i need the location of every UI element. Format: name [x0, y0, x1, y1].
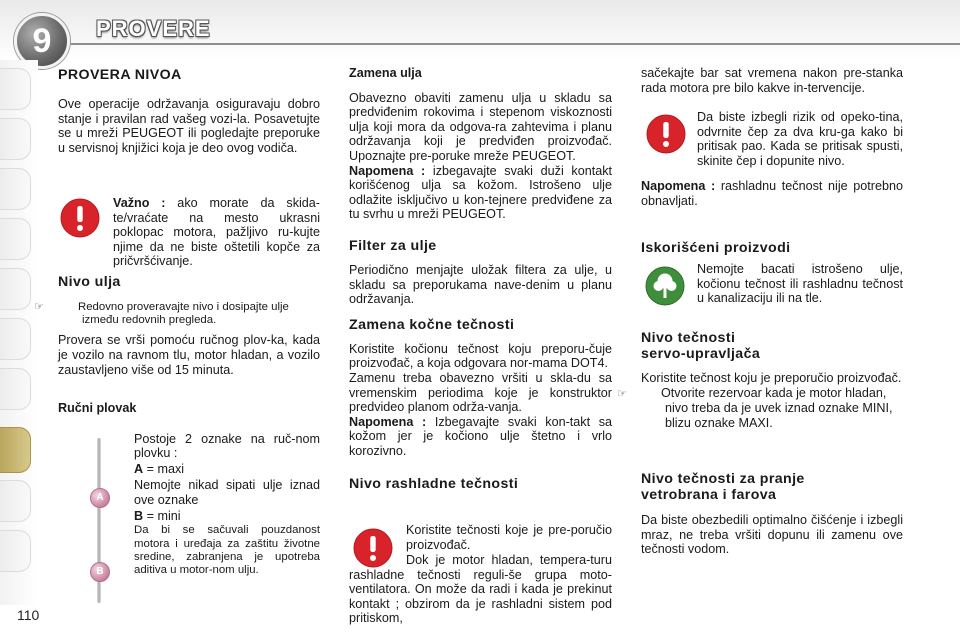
warning-icon: [60, 198, 100, 238]
chapter-tab-10[interactable]: [0, 480, 31, 522]
hand-pointer-icon: ☞: [34, 301, 44, 313]
oil-level-bullet: [34, 301, 320, 327]
note-text: izbegavajte svaki duži kontakt korišćenog ulja sa kožom. Istrošeno ulje odlažite isključivo u kon-tejnere predviđene za tu svrhu u mreži PEUGEOT.: [349, 163, 613, 222]
brake-fluid-paragraph-1: Koristite kočionu tečnost koju preporu-čuje proizvođač, a koja odgovara nor-mama DOT4.: [349, 341, 612, 371]
section-title-used-products: Iskorišćeni proizvodi: [641, 240, 791, 256]
burn-warning: [697, 110, 903, 168]
dipstick-text: [134, 432, 320, 577]
recycle-tree-icon: [645, 266, 685, 306]
dipstick-warning: Nemojte nikad sipati ulje iznad ove oznake: [134, 478, 320, 507]
oil-change-title: Zamena ulja: [349, 66, 422, 80]
coolant-note-label: Napomena :: [641, 179, 716, 193]
coolant-paragraph-2: Dok je motor hladan, tempera-turu rashladne tečnosti reguli-še grupa moto-ventilatora. On može da radi i kada je prekinut kontakt ; obzirom da je rashladni sistem pod pritiskom,: [349, 553, 612, 626]
coolant-note-text: rashladnu tečnost nije potrebno obnavljati.: [641, 179, 904, 208]
column-2: [349, 66, 612, 492]
burn-warning-text: Da biste izbegli rizik od opeko-tina, odvrnite čep za dva kru-ga kako bi pritisak pao. Kada se pritisak spusti, skinite čep i dopunite nivo.: [697, 110, 903, 168]
section-title-brake-fluid: Zamena kočne tečnosti: [349, 316, 515, 333]
washer-section: [641, 471, 903, 557]
used-products-paragraph: Nemojte bacati istrošeno ulje, kočionu tečnost ili rashladnu tečnost u kanalizaciju ili na tle.: [697, 262, 903, 306]
chapter-tab-3[interactable]: [0, 168, 31, 210]
oil-level-section: [34, 274, 320, 416]
power-steering-bullet-text: Otvorite rezervoar kada je motor hladan, nivo treba da je uvek iznad oznake MINI, blizu oznake MAXI.: [661, 385, 893, 430]
header-rule: [70, 43, 960, 45]
chapter-tab-1[interactable]: [0, 68, 31, 110]
chapter-tab-7[interactable]: [0, 368, 31, 410]
marker-b-badge: B: [90, 562, 110, 582]
dipstick-title: Ručni plovak: [58, 401, 137, 416]
oil-filter-paragraph: Periodično menjajte uložak filtera za ulje, u skladu sa preporukama nave-denim u planu održavanja.: [349, 262, 612, 307]
marker-a-badge: A: [90, 488, 110, 508]
important-note: [113, 196, 320, 269]
section-title-oil-filter: Filter za ulje: [349, 237, 437, 254]
power-steering-section: [617, 330, 903, 430]
used-products-text: [697, 262, 903, 306]
oil-level-paragraph: Provera se vrši pomoću ručnog plov-ka, kada je vozilo na ravnom tlu, motor hladan, a vozilo zaustavljeno više od 15 minuta.: [58, 333, 320, 377]
chapter-tab-2[interactable]: [0, 118, 31, 160]
power-steering-paragraph: Koristite tečnost koju je preporučio proizvođač.: [641, 371, 902, 385]
chapter-tab-11[interactable]: [0, 530, 31, 572]
coolant-paragraph-1: Koristite tečnosti koje je pre-poručio proizvođač.: [406, 523, 612, 552]
section-title-oil-level: Nivo ulja: [58, 274, 121, 290]
coolant-text-block: [406, 523, 612, 553]
column-1: [58, 62, 320, 155]
column-3: [641, 66, 903, 95]
important-label: Važno :: [113, 196, 166, 210]
washer-paragraph: Da biste obezbedili optimalno čišćenje i izbegli mraz, ne treba vršiti dopunu ili zamenu ove tečnosti vodom.: [641, 513, 903, 557]
coolant-note: [641, 179, 903, 208]
chapter-tab-6[interactable]: [0, 318, 31, 360]
brake-fluid-paragraph-2: Zamenu treba obavezno vršiti u skla-du sa vremenskim periodima koje je konstruktor predvideo planom održa-vanja.: [349, 370, 612, 415]
brake-note-text: Izbegavajte svaki kon-takt sa kožom jer je kočiono ulje štetno i vrlo korozivno.: [349, 414, 613, 458]
mark-b-letter: B: [134, 509, 144, 524]
chapter-tab-5[interactable]: [0, 268, 31, 310]
section-title-power-steering-2: servo-upravljača: [641, 346, 761, 362]
oil-level-bullet-text: Redovno proveravajte nivo i dosipajte ulje između redovnih pregleda.: [78, 301, 289, 327]
section-title-level-check: PROVERA NIVOA: [58, 67, 182, 83]
intro-paragraph: Ove operacije održavanja osiguravaju dobro stanje i pravilan rad vašeg vozi-la. Posavetujte se u mreži PEUGEOT ili pogledajte preporuke u servisnoj knjižici koja je deo ovog vodiča.: [58, 97, 320, 155]
additive-warning: Da bi se sačuvali pouzdanost motora i uređaja za zaštitu životne sredine, zabranjena je upotreba aditiva u motor-nom ulju.: [134, 524, 320, 577]
mark-b-text: = mini: [143, 509, 181, 524]
brake-note-label: Napomena :: [349, 414, 427, 429]
section-title-power-steering-1: Nivo tečnosti: [641, 330, 736, 346]
mark-a-letter: A: [134, 461, 144, 476]
chapter-title: PROVERE: [96, 16, 211, 41]
important-text: ako morate da skida-te/vraćate na mesto ukrasni poklopac motora, pažljivo ru-kujte njime da ne biste oštetili kopče za pričvršćivanje.: [113, 196, 320, 269]
section-title-coolant: Nivo rashladne tečnosti: [349, 476, 519, 493]
hand-pointer-icon: ☞: [617, 387, 627, 400]
section-title-washer-2: vetrobrana i farova: [641, 487, 777, 503]
page-number: 110: [17, 607, 40, 623]
chapter-tab-9-active[interactable]: [0, 427, 31, 473]
coolant-paragraph-2-wrap: [349, 553, 612, 626]
mark-a-text: = maxi: [143, 461, 185, 476]
warning-icon: [646, 114, 686, 154]
note-label: Napomena :: [349, 163, 426, 178]
power-steering-bullet: [617, 385, 903, 431]
oil-change-paragraph: Obavezno obaviti zamenu ulja u skladu sa predviđenim rokovima i stepenom viskoznosti ulja koji mora da odgova-ra zahtevima i planu održavanja koji je predviđen proizvođač. Upoznajte pre-poruke mreže PEUGEOT.: [349, 90, 612, 163]
chapter-tab-4[interactable]: [0, 218, 31, 260]
coolant-continued: sačekajte bar sat vremena nakon pre-stanka rada motora pre bilo kakve in-tervencije.: [641, 66, 903, 95]
chapter-number-badge: 9: [14, 13, 70, 69]
dipstick-intro: Postoje 2 oznake na ruč-nom plovku :: [134, 432, 320, 461]
section-title-washer-1: Nivo tečnosti za pranje: [641, 471, 805, 487]
